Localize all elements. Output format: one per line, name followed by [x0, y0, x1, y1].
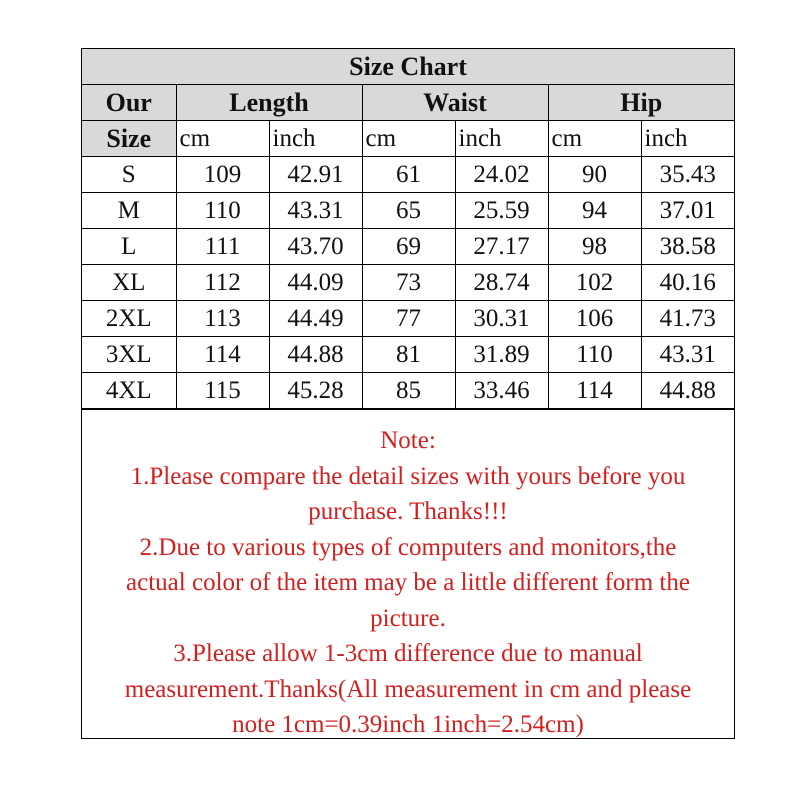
- unit-hip-cm: cm: [548, 121, 641, 157]
- hip-inch-value: 38.58: [641, 229, 734, 265]
- hip-cm-value: 90: [548, 157, 641, 193]
- table-row: [82, 229, 734, 265]
- waist-cm-value: 69: [362, 229, 455, 265]
- group-header-row: [82, 85, 734, 121]
- hip-cm-value: 114: [548, 373, 641, 409]
- note-line: 2.Due to various types of computers and monitors,the: [139, 533, 677, 561]
- waist-cm-value: 73: [362, 265, 455, 301]
- length-inch-value: 44.88: [269, 337, 362, 373]
- length-cm-value: 109: [176, 157, 269, 193]
- length-cm-value: 114: [176, 337, 269, 373]
- waist-inch-value: 25.59: [455, 193, 548, 229]
- hip-cm-value: 94: [548, 193, 641, 229]
- note-line: measurement.Thanks(All measurement in cm and please: [124, 675, 692, 703]
- title-row: [82, 49, 734, 85]
- unit-waist-inch: inch: [455, 121, 548, 157]
- note-heading: Note:: [380, 427, 436, 454]
- note-line: actual color of the item may be a little different form the: [126, 569, 690, 596]
- waist-cm-value: 65: [362, 193, 455, 229]
- length-inch-value: 42.91: [269, 157, 362, 193]
- hip-inch-value: 43.31: [641, 337, 734, 373]
- size-label-top: Our: [82, 85, 176, 121]
- note-line: 3.Please allow 1-3cm difference due to manual: [173, 640, 643, 667]
- length-cm-value: 111: [176, 229, 269, 265]
- waist-inch-value: 27.17: [455, 229, 548, 265]
- group-header-hip: Hip: [548, 85, 734, 121]
- length-inch-value: 43.70: [269, 229, 362, 265]
- size-value: XL: [82, 265, 176, 301]
- size-value: S: [82, 157, 176, 193]
- waist-cm-value: 85: [362, 373, 455, 409]
- hip-cm-value: 106: [548, 301, 641, 337]
- unit-length-inch: inch: [269, 121, 362, 157]
- waist-inch-value: 31.89: [455, 337, 548, 373]
- size-value: 4XL: [82, 373, 176, 409]
- hip-inch-value: 35.43: [641, 157, 734, 193]
- size-value: 3XL: [82, 337, 176, 373]
- table-row: [82, 193, 734, 229]
- table-row: [82, 373, 734, 409]
- waist-cm-value: 77: [362, 301, 455, 337]
- table-row: [82, 301, 734, 337]
- size-value: M: [82, 193, 176, 229]
- length-cm-value: 115: [176, 373, 269, 409]
- hip-inch-value: 44.88: [641, 373, 734, 409]
- size-label-bottom: Size: [82, 121, 176, 157]
- note-line: 1.Please compare the detail sizes with yours before you: [130, 462, 686, 490]
- group-header-length: Length: [176, 85, 362, 121]
- length-cm-value: 112: [176, 265, 269, 301]
- size-value: 2XL: [82, 301, 176, 337]
- hip-inch-value: 37.01: [641, 193, 734, 229]
- waist-inch-value: 30.31: [455, 301, 548, 337]
- unit-waist-cm: cm: [362, 121, 455, 157]
- length-inch-value: 43.31: [269, 193, 362, 229]
- note-line: picture.: [370, 604, 446, 632]
- hip-cm-value: 102: [548, 265, 641, 301]
- length-cm-value: 110: [176, 193, 269, 229]
- unit-length-cm: cm: [176, 121, 269, 157]
- length-cm-value: 113: [176, 301, 269, 337]
- size-chart: [81, 48, 735, 739]
- unit-hip-inch: inch: [641, 121, 734, 157]
- length-inch-value: 45.28: [269, 373, 362, 409]
- hip-cm-value: 98: [548, 229, 641, 265]
- length-inch-value: 44.49: [269, 301, 362, 337]
- note-line: note 1cm=0.39inch 1inch=2.54cm): [232, 711, 584, 738]
- hip-cm-value: 110: [548, 337, 641, 373]
- waist-inch-value: 28.74: [455, 265, 548, 301]
- table-row: [82, 157, 734, 193]
- waist-inch-value: 24.02: [455, 157, 548, 193]
- hip-inch-value: 41.73: [641, 301, 734, 337]
- waist-cm-value: 61: [362, 157, 455, 193]
- hip-inch-value: 40.16: [641, 265, 734, 301]
- size-table: [82, 49, 734, 409]
- waist-cm-value: 81: [362, 337, 455, 373]
- table-row: [82, 337, 734, 373]
- note-line: purchase. Thanks!!!: [308, 498, 508, 525]
- note-block: [82, 409, 734, 743]
- size-value: L: [82, 229, 176, 265]
- waist-inch-value: 33.46: [455, 373, 548, 409]
- chart-title: Size Chart: [82, 49, 734, 85]
- length-inch-value: 44.09: [269, 265, 362, 301]
- table-row: [82, 265, 734, 301]
- group-header-waist: Waist: [362, 85, 548, 121]
- unit-header-row: [82, 121, 734, 157]
